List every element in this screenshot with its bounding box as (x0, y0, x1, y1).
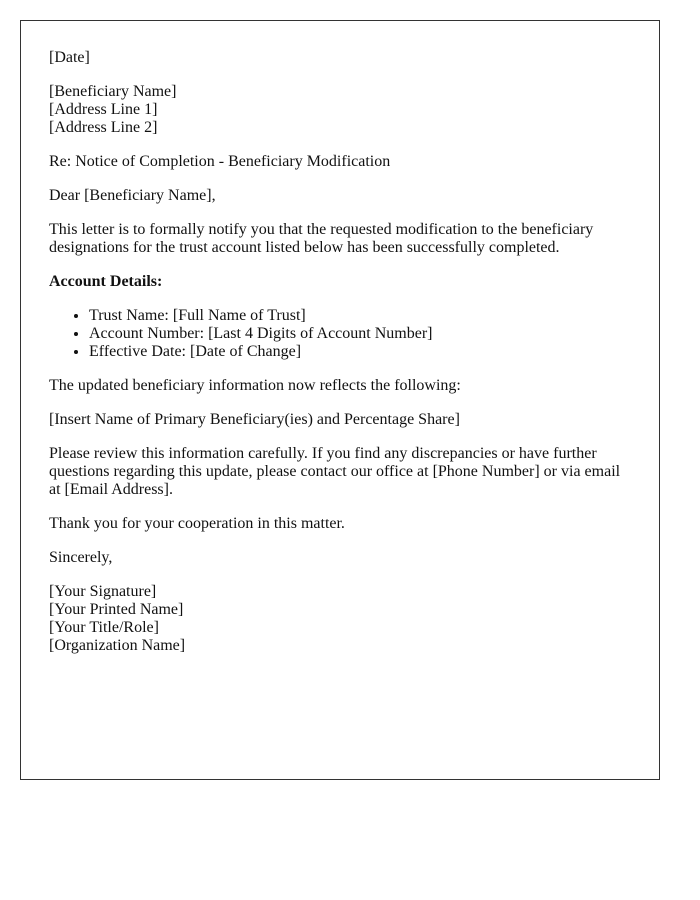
account-details-list (49, 307, 631, 361)
title-role: [Your Title/Role] (49, 619, 159, 636)
recipient-address-line-1: [Address Line 1] (49, 101, 158, 118)
letter-date: [Date] (49, 49, 90, 66)
salutation: Dear [Beneficiary Name], (49, 187, 216, 204)
subject-line: Re: Notice of Completion - Beneficiary Modification (49, 153, 391, 170)
closing: Sincerely, (49, 549, 113, 566)
date-block (49, 49, 631, 67)
account-detail-trust-name: • Trust Name: [Full Name of Trust] (89, 307, 631, 325)
recipient-address-block (49, 83, 631, 137)
recipient-address-line-2: [Address Line 2] (49, 119, 158, 136)
signature-block (49, 583, 631, 655)
thanks-paragraph: Thank you for your cooperation in this matter. (49, 515, 345, 532)
letter-document (20, 20, 660, 780)
intro-paragraph: This letter is to formally notify you that the requested modification to the beneficiary designations for the trust account listed below has been successfully completed. (49, 221, 594, 256)
beneficiary-placeholder: [Insert Name of Primary Beneficiary(ies) and Percentage Share] (49, 411, 460, 428)
printed-name: [Your Printed Name] (49, 601, 184, 618)
account-details-heading: Account Details: (49, 273, 163, 290)
organization-name: [Organization Name] (49, 637, 186, 654)
signature: [Your Signature] (49, 583, 157, 600)
recipient-name: [Beneficiary Name] (49, 83, 177, 100)
account-detail-effective-date: • Effective Date: [Date of Change] (89, 343, 631, 361)
updated-info-paragraph: The updated beneficiary information now reflects the following: (49, 377, 461, 394)
review-paragraph: Please review this information carefully. If you find any discrepancies or have further questions regarding this update, please contact our office at [Phone Number] or via email at [Email Address]. (49, 445, 621, 498)
account-detail-account-number: • Account Number: [Last 4 Digits of Account Number] (89, 325, 631, 343)
